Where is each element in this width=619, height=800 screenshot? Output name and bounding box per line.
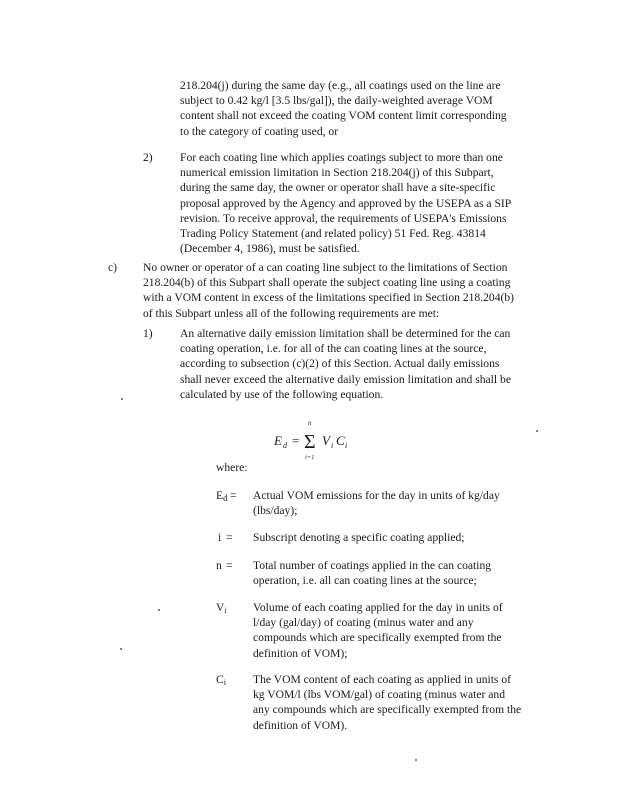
eq-lower-limit: i=1 xyxy=(305,454,315,461)
item-1-text: An alternative daily emission limitation shall be determined for the can coating operation, i.e. for all of the can coating lines at the source, according to subsection (c)(2) of this Section. Actual daily emissions shall never exceed the alternative daily emission limitation and shall be calculated by use of the following equation. xyxy=(180,327,511,401)
eq-term-v: V xyxy=(322,433,330,448)
scan-speck xyxy=(158,609,160,611)
eq-equals: = xyxy=(292,433,300,448)
eq-term-v-sub: i xyxy=(331,441,334,450)
def-symbol-ed: Ed xyxy=(216,489,228,503)
def-text-i: Subscript denoting a specific coating applied; xyxy=(253,531,465,544)
item-1-label: 1) xyxy=(143,327,153,340)
def-text-ed: Actual VOM emissions for the day in units of kg/day (lbs/day); xyxy=(253,489,500,518)
scan-speck xyxy=(120,648,122,650)
item-2-text: For each coating line which applies coatings subject to more than one numerical emission limitation in Section 218.204(j) of this Subpart, during the same day, the owner or operator shall have a site-specific proposal approved by the Agency and approved by the USEPA as a SIP revision. To receive approval, the requirements of USEPA's Emissions Trading Policy Statement (and related policy) 51 Fed. Reg. 43814 (December 4, 1986), must be satisfied. xyxy=(180,151,511,256)
eq-term-c: C xyxy=(336,433,345,448)
def-text-n: Total number of coatings applied in the can coating operation, i.e. all can coating lines at the source; xyxy=(253,559,492,588)
def-equals-ed: = xyxy=(230,489,237,502)
eq-sum-sign: Σ xyxy=(304,431,316,453)
def-text-vi: Volume of each coating applied for the day in units of l/day (gal/day) of coating (minus water and any compounds which are specifically exempted from the definition of VOM); xyxy=(253,601,503,660)
scan-speck xyxy=(415,759,417,761)
section-c-text: No owner or operator of a can coating line subject to the limitations of Section 218.204(b) of this Subpart shall operate the subject coating line using a coating with a VOM content in excess of the limitations specified in Section 218.204(b) of this Subpart unless all of the following requirements are met: xyxy=(143,261,515,320)
def-symbol-i: i xyxy=(218,531,222,544)
def-symbol-ci: Ci xyxy=(216,673,226,687)
item-2-label: 2) xyxy=(143,151,153,164)
eq-upper-limit: n xyxy=(308,419,312,427)
section-c-label: c) xyxy=(108,261,118,274)
def-text-ci: The VOM content of each coating as applied in units of kg VOM/l (lbs VOM/gal) of coating (minus water and any compounds which are specifically exempted from the definition of VOM). xyxy=(253,673,522,732)
scan-speck xyxy=(536,430,538,432)
daily-emission-equation xyxy=(270,415,380,465)
scan-speck xyxy=(121,398,123,400)
def-equals-i: = xyxy=(226,531,233,544)
continuation-paragraph: 218.204(j) during the same day (e.g., all coatings used on the line are subject to 0.42 kg/l [3.5 lbs/gal]), the daily-weighted average VOM content shall not exceed the coating VOM content limit corresponding to the category of coating used, or xyxy=(180,79,507,138)
where-label: where: xyxy=(216,461,248,474)
eq-lhs-sub: d xyxy=(283,441,287,450)
def-symbol-n: n xyxy=(216,559,222,572)
eq-lhs: E xyxy=(274,433,282,448)
def-equals-n: = xyxy=(226,559,233,572)
eq-term-c-sub: i xyxy=(345,441,348,450)
def-symbol-vi: Vi xyxy=(216,601,227,615)
